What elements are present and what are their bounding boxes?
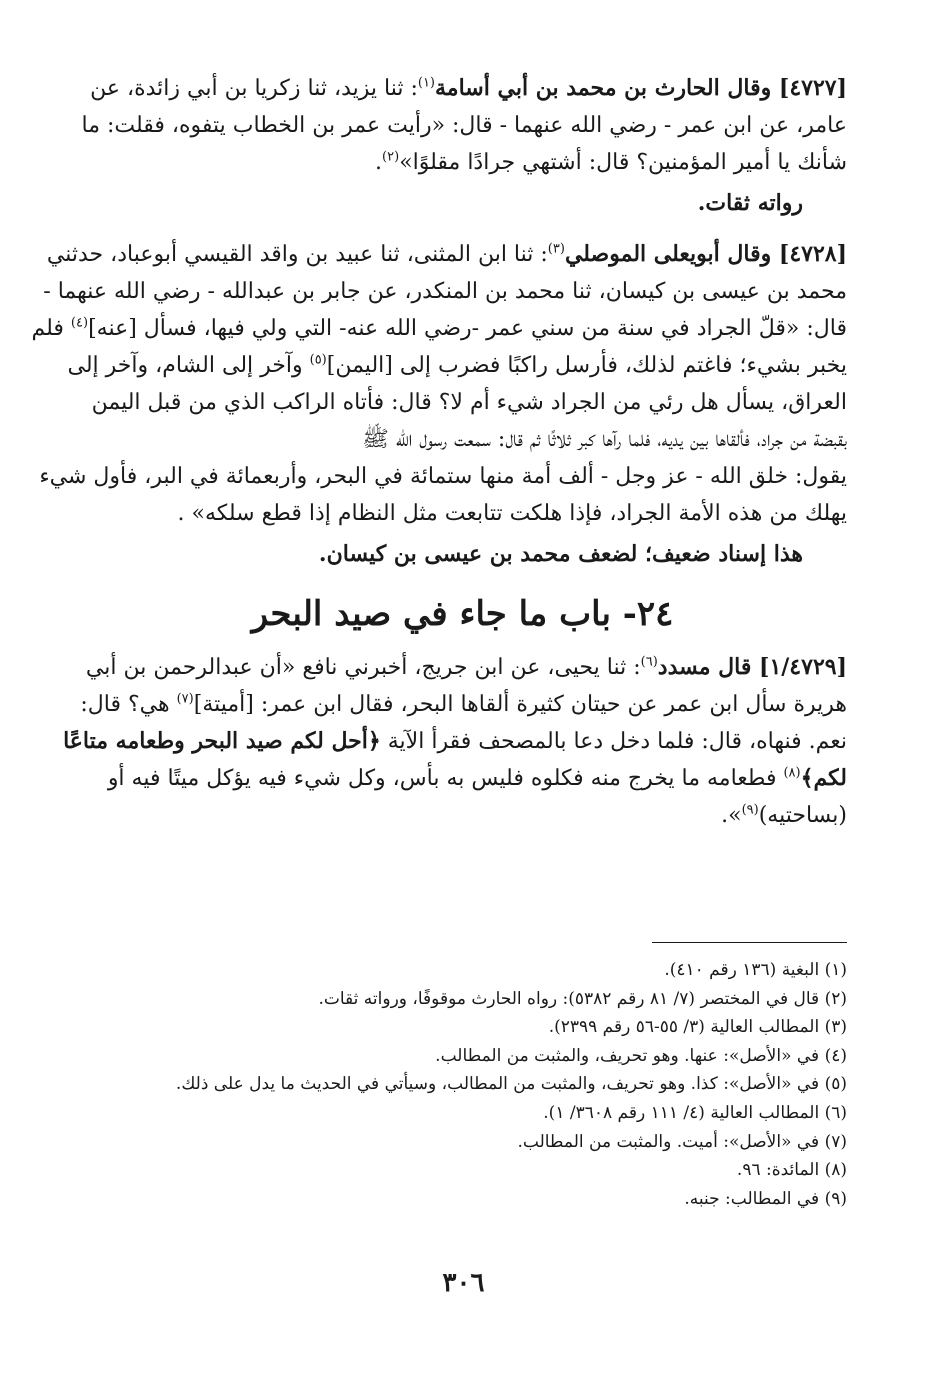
text-run: نعم. فنهاه، قال: فلما دخل دعا بالمصحف فقرأ الآية	[380, 729, 847, 754]
text-run: : ثنا ابن المثنى، ثنا عبيد بن واقد القيسي أبوعباد، حدثني	[46, 242, 548, 267]
chapter-title: ٢٤- باب ما جاء في صيد البحر	[251, 594, 674, 634]
text-line	[31, 310, 847, 347]
hadith-grading: هذا إسناد ضعيف؛ لضعف محمد بن عيسى بن كيسان.	[318, 541, 803, 567]
text-line	[67, 347, 847, 384]
hadith-heading: [٤٧٢٨] وقال أبويعلى الموصلي	[564, 241, 847, 267]
text-line	[78, 760, 847, 797]
text-run: وآخر إلى الشام، وآخر إلى	[67, 353, 310, 378]
footnote-divider	[652, 942, 847, 943]
hadith-4727	[78, 70, 847, 181]
hadith-heading: [٤٧٢٧] وقال الحارث بن محمد بن أبي أسامة	[435, 75, 847, 101]
text-run: .	[375, 150, 383, 175]
footnote: (٤) في «الأصل»: عنها. وهو تحريف، والمثبت من المطالب.	[435, 1045, 847, 1066]
text-run: : ثنا يزيد، ثنا زكريا بن أبي زائدة، عن	[90, 76, 418, 101]
text-line	[78, 144, 847, 181]
hadith-heading: [١/٤٧٢٩] قال مسدد	[657, 654, 847, 680]
footnote-ref[interactable]: (٤)	[70, 315, 89, 331]
text-line: العراق، يسأل هل رئي من الجراد شيء أم لا؟ قال: فأتاه الراكب الذي من قبل اليمن	[91, 390, 847, 415]
footnote-ref[interactable]: (٧)	[176, 691, 194, 707]
quran-verse: لكم﴾	[800, 765, 847, 791]
text-run: فلم	[31, 316, 71, 341]
hadith-4728	[31, 236, 847, 532]
text-line: يقول: خلق الله - عز وجل - ألف أمة منها ستمائة في البحر، وأربعمائة في البر، فأول شيء	[39, 464, 847, 489]
footnote-ref[interactable]: (٣)	[547, 241, 565, 257]
text-run: قال: «قلّ الجراد في سنة من سني عمر -رضي الله عنه- التي ولي فيها، فسأل [عنه]	[88, 316, 847, 341]
page-number: ٣٠٦	[442, 1268, 485, 1298]
text-run: هي؟ قال:	[80, 692, 177, 717]
footnote-ref[interactable]: (٢)	[382, 149, 400, 165]
footnote: (٣) المطالب العالية (٣/ ٥٥-٥٦ رقم ٢٣٩٩).	[548, 1017, 847, 1038]
text-line: بقبضة من جراد، فألقاها بين يديه، فلما رآها كبر ثلاثًا ثم قال: سمعت رسول الله ﷺ	[362, 427, 847, 452]
text-run: فطعامه ما يخرج منه فكلوه فليس به بأس، وكل شيء فيه يؤكل ميتًا فيه أو	[107, 766, 784, 791]
text-run: (بساحتيه)	[758, 803, 847, 828]
footnote: (٢) قال في المختصر (٧/ ٨١ رقم ٥٣٨٢): رواه الحارث موقوفًا، ورواته ثقات.	[318, 988, 847, 1009]
text-line: عامر، عن ابن عمر - رضي الله عنهما - قال: «رأيت عمر بن الخطاب يتفوه، فقلت: ما	[81, 113, 847, 138]
footnote: (٥) في «الأصل»: كذا. وهو تحريف، والمثبت من المطالب، وسيأتي في الحديث ما يدل على ذلك.	[175, 1074, 847, 1095]
text-line	[63, 723, 847, 760]
text-line: يهلك من هذه الأمة الجراد، فإذا هلكت تتابعت مثل النظام إذا قطع سلكه» .	[177, 501, 847, 526]
footnote-ref[interactable]: (٨)	[783, 765, 801, 781]
text-line	[78, 70, 847, 107]
hadith-grading: رواته ثقات.	[697, 190, 803, 216]
footnote: (٨) المائدة: ٩٦.	[736, 1160, 847, 1181]
text-line: محمد بن عيسى بن كيسان، ثنا محمد بن المنكدر، عن جابر بن عبدالله - رضي الله عنهما -	[43, 279, 847, 304]
text-line	[78, 686, 847, 723]
hadith-4729	[63, 649, 847, 834]
text-run: : ثنا يحيى، عن ابن جريج، أخبرني نافع «أن عبدالرحمن بن أبي	[85, 655, 641, 680]
footnote: (١) البغية (١٣٦ رقم ٤١٠).	[664, 960, 847, 980]
text-line	[78, 797, 847, 834]
text-run: يخبر بشيء؛ فاغتم لذلك، فأرسل راكبًا فضرب إلى [اليمن]	[326, 353, 847, 378]
footnote: (٩) في المطالب: جنبه.	[684, 1188, 847, 1209]
quran-verse: ﴿أحل لكم صيد البحر وطعامه متاعًا	[63, 728, 381, 754]
text-line	[46, 236, 847, 273]
text-run: شأنك يا أمير المؤمنين؟ قال: أشتهي جرادًا مقلوًا»	[399, 150, 847, 175]
text-run: ».	[721, 803, 742, 828]
text-line	[78, 649, 847, 686]
footnote-ref[interactable]: (٦)	[640, 654, 658, 670]
footnote: (٦) المطالب العالية (٤/ ١١١ رقم ٣٦٠٨/ ١).	[543, 1102, 847, 1123]
footnote-ref[interactable]: (١)	[417, 75, 435, 91]
footnote-ref[interactable]: (٩)	[741, 802, 759, 818]
footnote-ref[interactable]: (٥)	[309, 352, 327, 368]
footnote: (٧) في «الأصل»: أميت. والمثبت من المطالب.	[517, 1131, 847, 1152]
text-run: هريرة سأل ابن عمر عن حيتان كثيرة ألقاها البحر، فقال ابن عمر: [أميتة]	[193, 692, 847, 717]
page-body	[31, 70, 847, 834]
footnotes	[60, 956, 847, 1213]
